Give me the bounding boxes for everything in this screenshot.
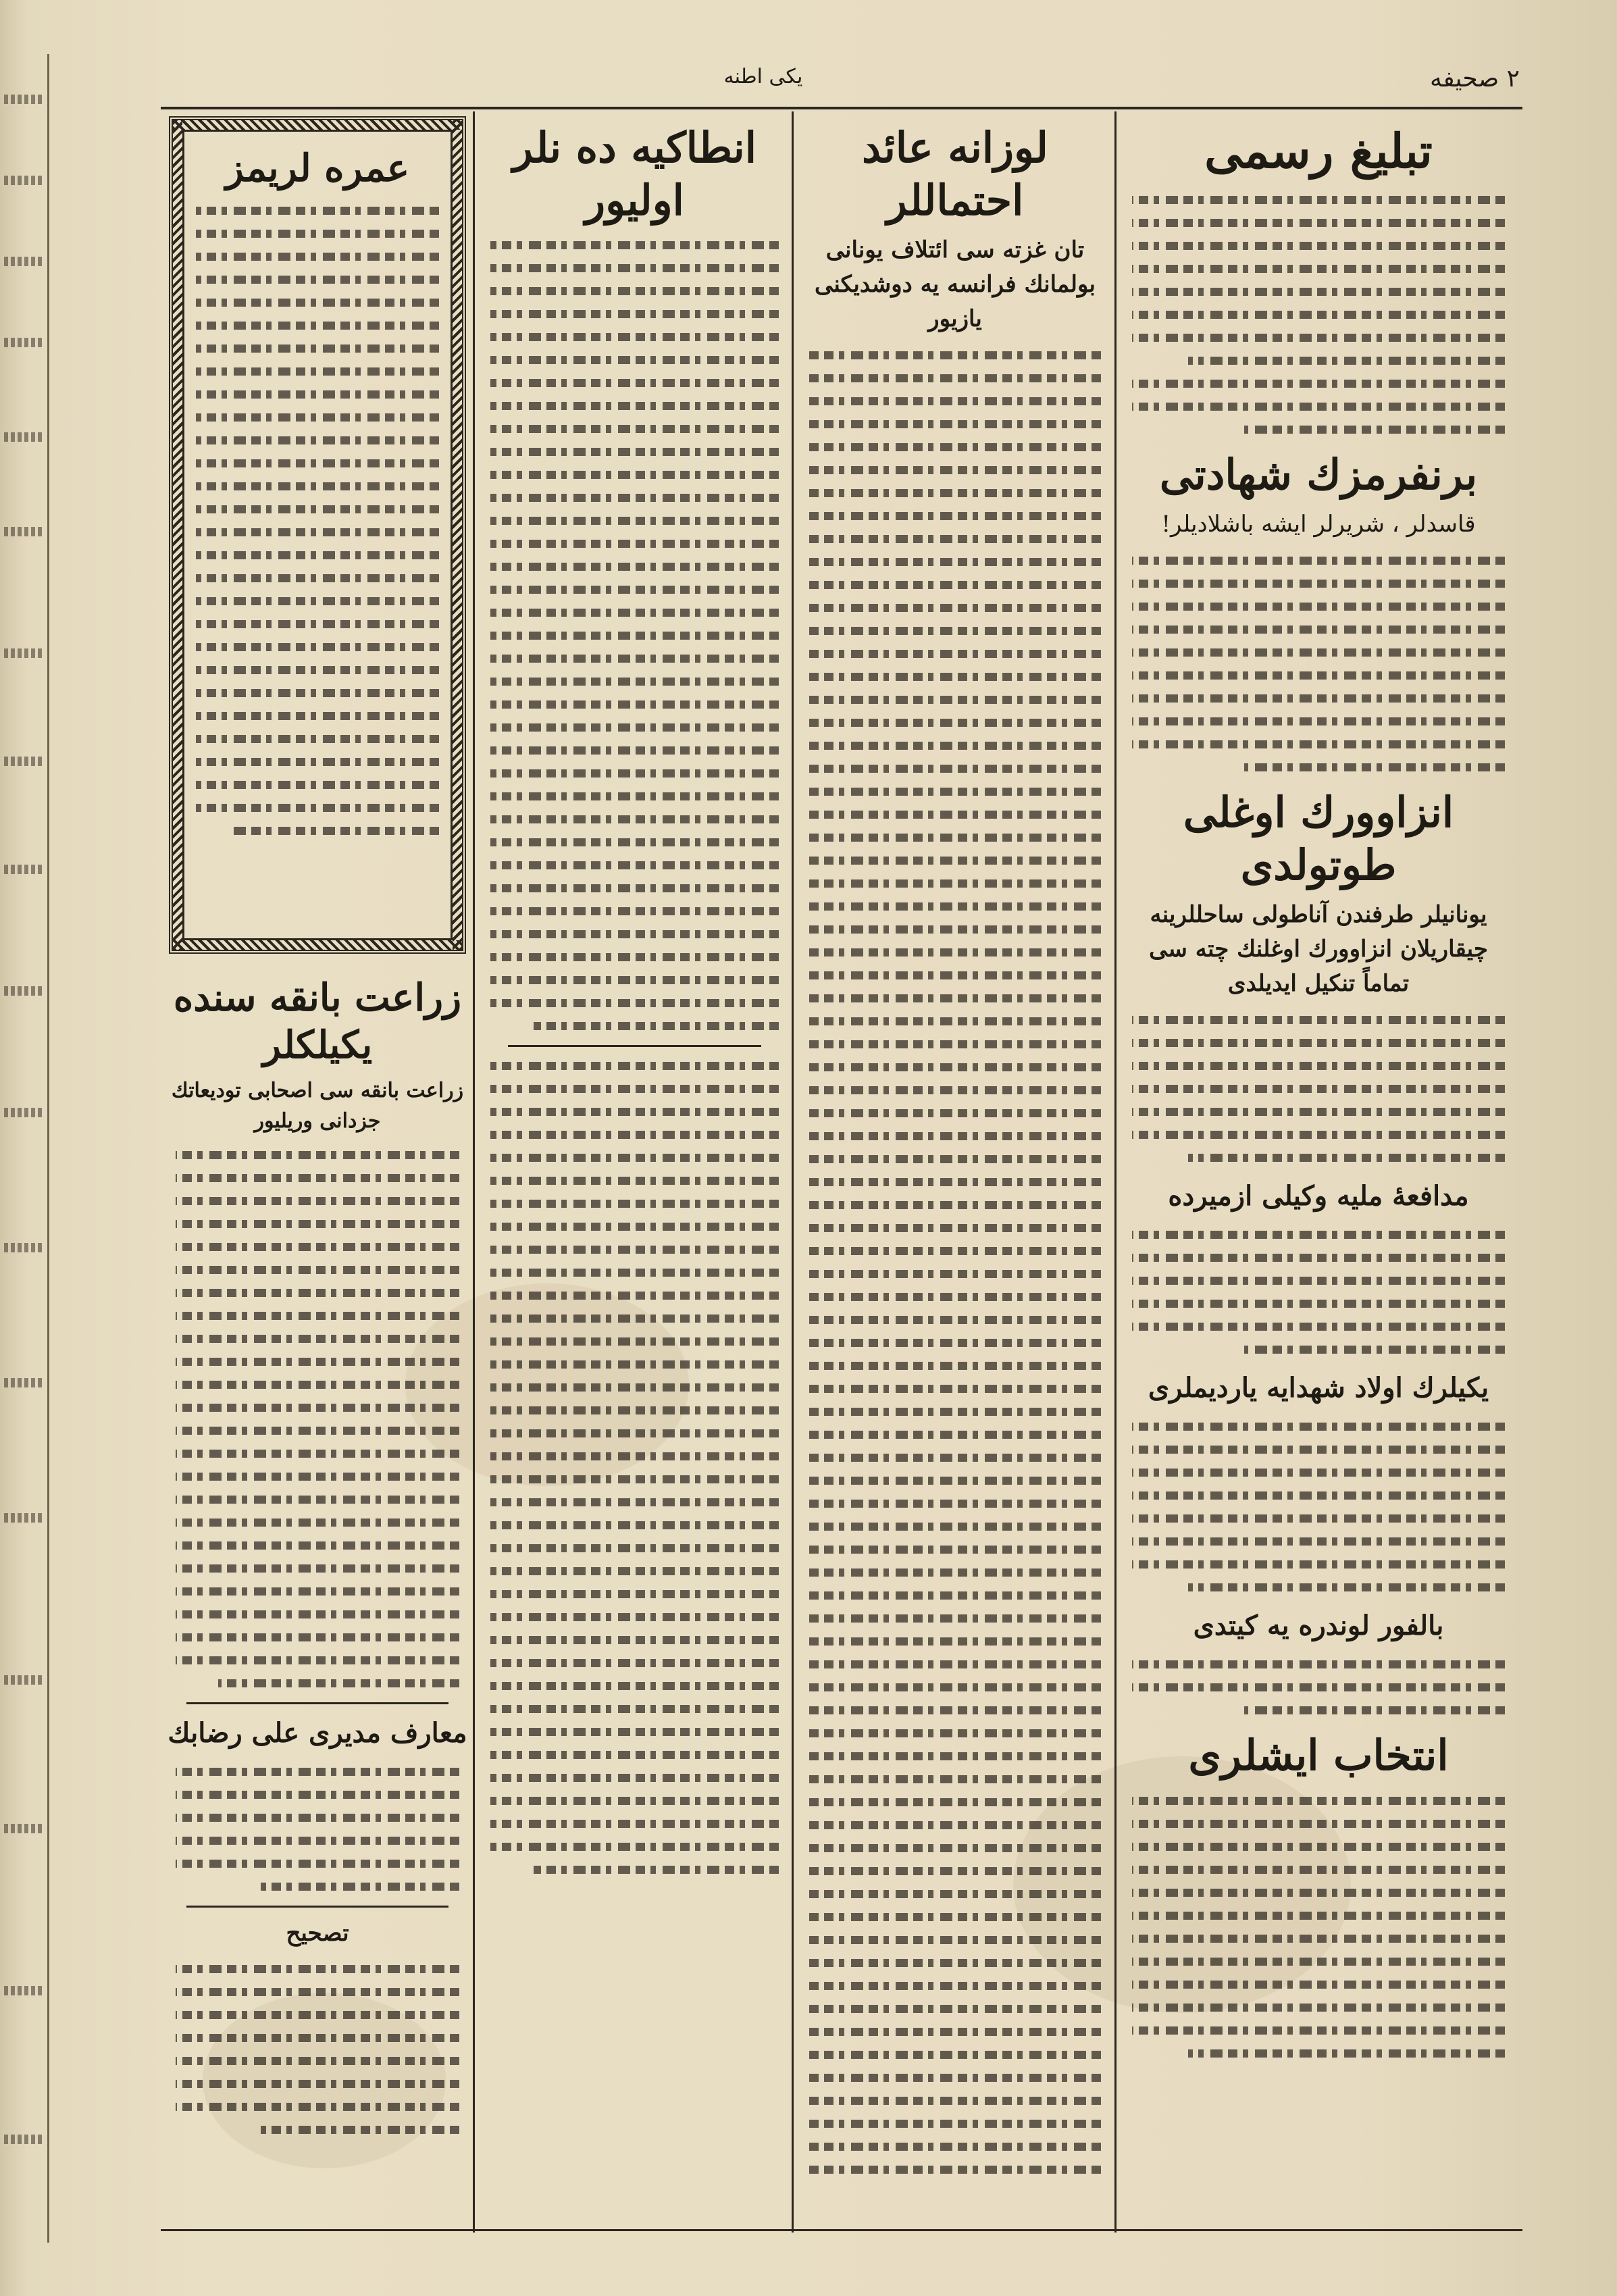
headline-elections: انتخاب ایشلری [1188, 1731, 1449, 1780]
dek-martyrdom: قاسدلر ، شریرلر ایشه باشلادیلر! [1161, 511, 1476, 538]
column-agriculture-bank [166, 966, 469, 2229]
column-lausanne [800, 113, 1110, 2228]
section-divider [186, 1702, 448, 1704]
page-number-label: ۲ صحیفه [1430, 65, 1520, 93]
paper-name: یکی اطنه [723, 65, 803, 88]
subhead-defense-minister: مدافعهٔ ملیه وکیلی ازمیرده [1168, 1180, 1469, 1212]
subhead-balfour-london: بالفور لوندره یه کیتدی [1193, 1610, 1444, 1641]
column-antakya [481, 113, 788, 2228]
column-rule [1114, 111, 1116, 2233]
bottom-rule [161, 2229, 1522, 2231]
dek-agriculture-bank: زراعت بانقه سی اصحابی تودیعاتك جزدانی وریلیور [171, 1079, 464, 1133]
top-rule [161, 107, 1522, 109]
adjacent-page-strip [0, 54, 49, 2243]
section-divider [508, 1045, 761, 1047]
headline-umrelerimiz: عمره لریمز [225, 146, 410, 190]
dek-lausanne: تان غزته سی ائتلاف یونانی بولمانك فرانسه یه دوشدیکنی یازیور [815, 236, 1096, 332]
dek-anzavur-son: یونانیلر طرفندن آناطولی ساحللرینه چیقاریلان انزاوورك اوغلنك چته سی تماماً تنکیل ایدیلدی [1149, 901, 1488, 997]
boxed-editorial [169, 116, 466, 954]
column-rule [792, 111, 794, 2233]
headline-lausanne: لوزانه عائد احتماللر [862, 123, 1048, 225]
headline-antakya: انطاکیه ده نلر اولیور [513, 123, 756, 225]
subhead-martyr-children-aid: یکیلرك اولاد شهدایه یاردیملری [1148, 1372, 1489, 1404]
headline-agriculture-bank: زراعت بانقه سنده یکیلکلر [173, 975, 462, 1067]
subhead-education-director: معارف مدیری علی رضابك [168, 1717, 467, 1749]
column-official-news [1123, 113, 1514, 2228]
column-rule [473, 111, 475, 2233]
section-divider [186, 1906, 448, 1908]
headline-anzavur-son: انزاوورك اوغلی طوتولدی [1183, 788, 1454, 890]
headline-tebligi-resmi: تبلیغ رسمی [1204, 123, 1433, 179]
headline-martyrdom: برنفرمزك شهادتی [1159, 449, 1478, 499]
subhead-correction: تصحیح [286, 1920, 349, 1947]
